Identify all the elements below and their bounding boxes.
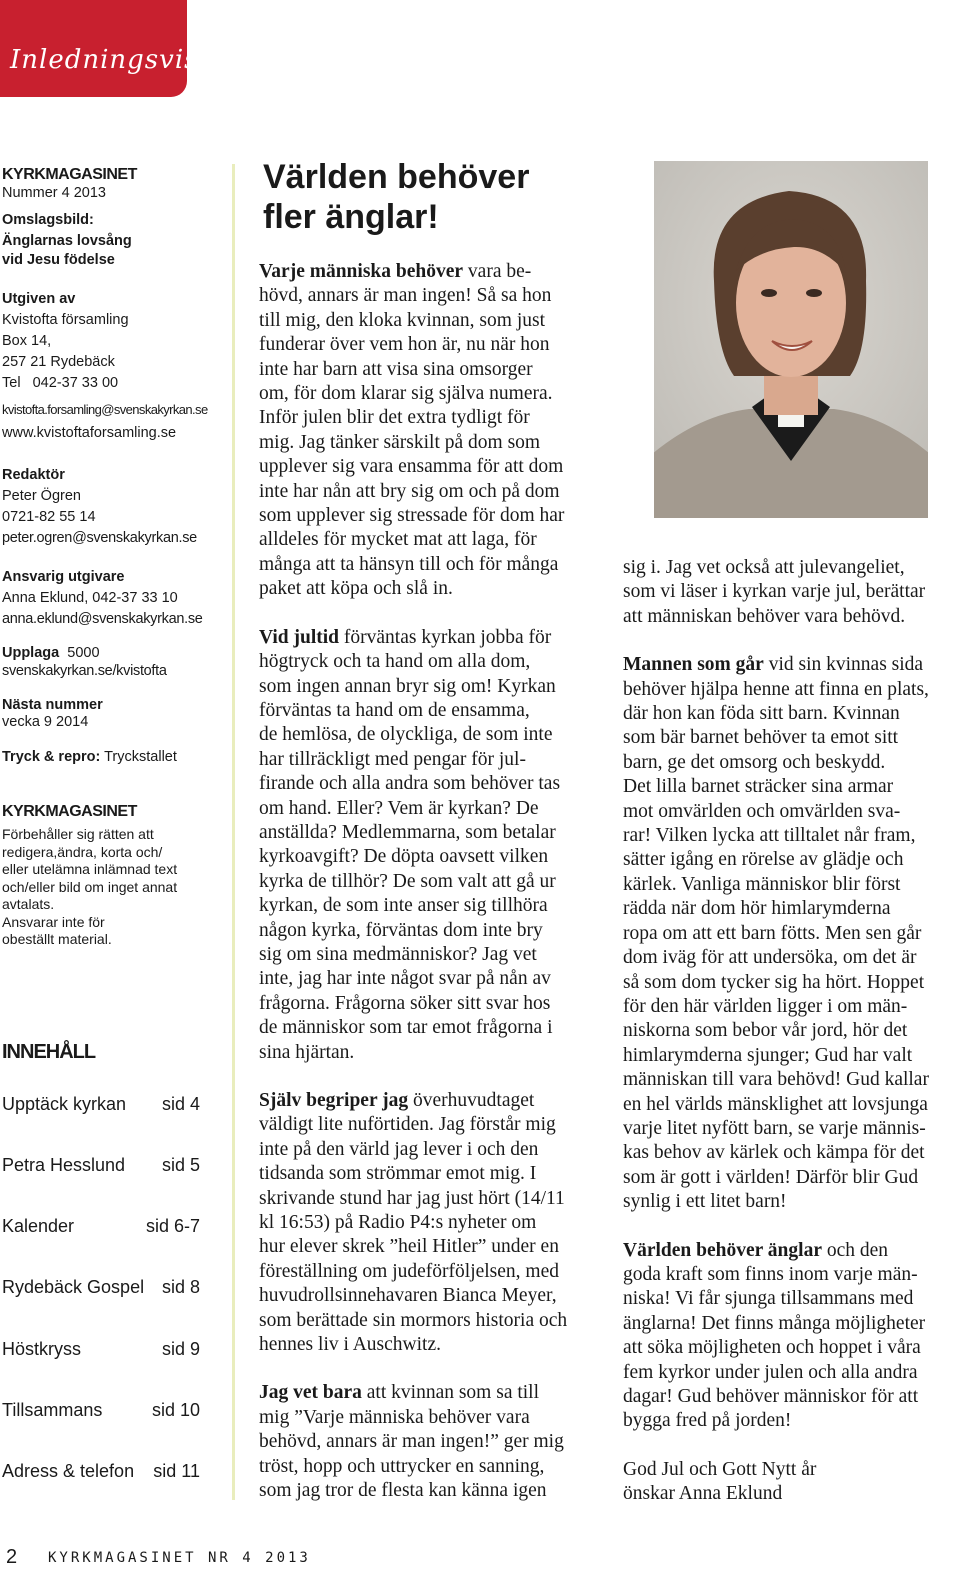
text-line: där hon kan föda sitt barn. Kvinnan	[623, 703, 900, 725]
toc-item-label: Adress & telefon	[2, 1461, 135, 1481]
print-run-label: Upplaga	[2, 645, 60, 661]
headline-line: fler änglar!	[263, 198, 439, 236]
toc-item-label: Petra Hesslund	[2, 1155, 126, 1175]
text-line: att kvinnan som sa till	[361, 1382, 540, 1404]
disclaimer-line: eller utelämna inlämnad text	[2, 861, 178, 877]
text-line: dom iväg för att undersöka, om det är	[623, 947, 917, 969]
cover-line: Änglarnas lovsång	[2, 233, 132, 249]
page-number: 2	[6, 1546, 18, 1568]
text-line: människan till vara behövd! Gud kallar	[623, 1069, 929, 1091]
text-line: högtryck och ta hand om alla dom,	[259, 651, 531, 673]
text-line: kyrkan, de som inte anser sig tillhöra	[259, 895, 548, 917]
text-line: förväntas ta hand om de ensamma,	[259, 699, 530, 721]
text-line: hur elever skrek ”heil Hitler” under en	[259, 1236, 559, 1258]
toc-item-label: Höstkryss	[2, 1339, 82, 1359]
text-line: för den här världen ligger i om män-	[623, 995, 908, 1017]
text-line: upplever sig vara ensamma för att dom	[259, 456, 564, 478]
print-run-value: 5000	[67, 645, 100, 661]
toc-item-page: sid 4	[161, 1094, 200, 1114]
text-line: överhuvudtaget	[408, 1090, 535, 1111]
text-line: tidsanda som strömmar emot mig. I	[259, 1163, 537, 1185]
toc-item-label: Kalender	[2, 1216, 75, 1236]
disclaimer-line: obeställt material.	[2, 931, 112, 947]
text-line: sig om sina medmänniskor? Jag vet	[259, 943, 537, 965]
publisher-box: Box 14,	[2, 333, 52, 349]
text-line: funderar över vem hon är, nu när hon	[259, 334, 550, 356]
author-portrait	[654, 161, 928, 518]
text-line: huvudrollsinnehavaren Bianca Meyer,	[259, 1285, 557, 1307]
text-line: de hemlösa, de olyckliga, de som inte	[259, 724, 553, 746]
text-line: som berättade sin mormors historia och	[259, 1309, 568, 1331]
toc-item-label: Upptäck kyrkan	[2, 1094, 127, 1114]
text-line: som jag tror de flesta kan känna igen	[259, 1480, 547, 1502]
text-line: och den	[821, 1239, 889, 1261]
toc-item-label: Tillsammans	[2, 1400, 103, 1420]
article-paragraph	[259, 260, 599, 602]
next-issue-value: vecka 9 2014	[2, 714, 89, 730]
site-url[interactable]: svenskakyrkan.se/kvistofta	[2, 663, 167, 679]
issue-number: Nummer 4 2013	[2, 185, 106, 201]
text-line: goda kraft som finns inom varje män-	[623, 1263, 918, 1285]
article-headline	[263, 157, 529, 237]
text-line: rädda när dom hör himlarymderna	[623, 898, 891, 920]
cover-label: Omslagsbild:	[2, 212, 94, 228]
toc-item-page: sid 8	[161, 1277, 200, 1297]
responsible-email[interactable]: anna.eklund@svenskakyrkan.se	[2, 611, 203, 627]
next-issue-label: Nästa nummer	[2, 697, 103, 713]
paragraph-lead: Världen behöver änglar	[623, 1239, 822, 1261]
text-line: sig i. Jag vet också att julevangeliet,	[623, 557, 905, 578]
article-paragraph	[623, 556, 960, 629]
text-line: anställda? Medlemmarna, som betalar	[259, 821, 556, 843]
disclaimer-line: avtalats.	[2, 896, 55, 912]
editor-name: Peter Ögren	[2, 488, 81, 504]
article-paragraph	[259, 626, 599, 1065]
headline-line: Världen behöver	[263, 158, 530, 196]
toc-item-page: sid 11	[153, 1461, 200, 1481]
text-line: dagar! Gud behöver människor för att	[623, 1386, 919, 1407]
text-line: tröst, hopp och uttrycker en sanning,	[259, 1455, 545, 1477]
text-line: himlarymderna sjunger; Gud har valt	[623, 1044, 913, 1066]
text-line: behövd, annars är man ingen!” ger mig	[259, 1431, 564, 1453]
toc-title: INNEHÅLL	[2, 1041, 96, 1063]
text-line: som är gott i världen! Därför blir Gud	[623, 1166, 919, 1188]
text-line: kärlek. Vanliga människor blir först	[623, 873, 901, 895]
text-line: inte, jag har inte något svar på nån av	[259, 968, 551, 990]
text-line: sina hjärtan.	[259, 1041, 355, 1063]
toc-item[interactable]	[2, 1094, 200, 1115]
print-credit-label: Tryck & repro:	[2, 749, 101, 765]
disclaimer-line: redigera,ändra, korta och/	[2, 843, 163, 860]
text-line: inte har nån att bry sig om och på dom	[259, 480, 560, 502]
portrait-illustration	[654, 161, 928, 518]
publisher-phone: Tel 042-37 33 00	[2, 375, 119, 391]
text-line: fem kyrkor under julen och alla andra	[623, 1361, 918, 1383]
text-line: hennes liv i Auschwitz.	[259, 1334, 441, 1356]
paragraph-lead: Själv begriper jag	[259, 1090, 409, 1111]
text-line: de människor som tar emot frågorna i	[259, 1017, 553, 1039]
responsible-label: Ansvarig utgivare	[2, 569, 125, 585]
paragraph-lead: Vid jultid	[259, 626, 340, 648]
text-line: niska! Vi får sjunga tillsammans med	[623, 1288, 914, 1310]
text-line: att söka möjligheten och hoppet i våra	[623, 1337, 921, 1359]
text-line: önskar Anna Eklund	[623, 1483, 783, 1505]
print-credit-value: Tryckstallet	[104, 749, 177, 765]
toc-item[interactable]	[2, 1216, 200, 1237]
text-line: rar! Vilken lycka att tilltalet når fram,	[623, 825, 916, 847]
text-line: en hel världs mänsklighet att lovsjunga	[623, 1093, 928, 1115]
print-credit	[2, 747, 177, 768]
editor-label: Redaktör	[2, 467, 65, 483]
text-line: föreställning om judeförföljelsen, med	[259, 1260, 560, 1282]
paragraph-lead: Varje människa behöver	[259, 261, 464, 282]
text-line: att människan behöver vara behövd.	[623, 605, 906, 627]
text-line: mot omvärlden och omvärlden sva-	[623, 800, 901, 822]
text-line: många att ta hänsyn till och för många	[259, 553, 559, 575]
toc-item-page: sid 10	[151, 1400, 200, 1420]
section-title: Inledningsvis...	[10, 45, 227, 75]
text-line: som bär barnet behöver ta emot sitt	[623, 727, 899, 749]
footer-magazine-issue: KYRKMAGASINET NR 4 2013	[48, 1550, 311, 1566]
editor-email[interactable]: peter.ogren@svenskakyrkan.se	[2, 530, 197, 546]
text-line: Inför julen blir det extra tydligt för	[259, 407, 530, 429]
article-column-1	[259, 260, 599, 1528]
toc-item[interactable]	[2, 1339, 200, 1360]
toc-item-page: sid 9	[161, 1339, 200, 1359]
responsible-line: Anna Eklund, 042-37 33 10	[2, 590, 178, 606]
text-line: inte på den värld jag lever i och den	[259, 1138, 539, 1160]
text-line: niskorna som bebor vår jord, hör det	[623, 1020, 908, 1042]
article-column-2	[623, 556, 960, 1531]
magazine-name: KYRKMAGASINET	[2, 166, 137, 183]
text-line: någon kyrka, förväntas dom inte bry	[259, 919, 543, 941]
text-line: Det lilla barnet sträcker sina armar	[623, 776, 894, 798]
text-line: frågorna. Frågorna söker sitt svar hos	[259, 992, 551, 1014]
publisher-website[interactable]: www.kvistoftaforsamling.se	[2, 425, 177, 441]
text-line: änglarna! Det finns många möjligheter	[623, 1312, 926, 1334]
text-line: alldeles för mycket mat att laga, för	[259, 529, 537, 551]
text-line: om, för dom klarar sig själva numera.	[259, 383, 553, 405]
text-line: har tillräckligt med pengar för jul-	[259, 748, 526, 770]
cover-line: vid Jesu födelse	[2, 252, 115, 268]
column-divider	[232, 164, 235, 1500]
toc-item[interactable]	[2, 1400, 200, 1421]
publisher-email[interactable]: kvistofta.forsamling@svenskakyrkan.se	[2, 402, 208, 417]
publisher-name: Kvistofta församling	[2, 312, 129, 328]
disclaimer	[2, 826, 217, 949]
text-line: bygga fred på jorden!	[623, 1410, 792, 1432]
text-line: ropa om att ett barn fötts. Men sen går	[623, 922, 922, 944]
text-line: så som dom tycker sig ha hört. Hoppet	[623, 971, 925, 993]
paragraph-lead: Jag vet bara	[259, 1382, 362, 1404]
text-line: paket att köpa och slå in.	[259, 578, 453, 600]
text-line: vara be-	[463, 261, 532, 282]
text-line: skrivande stund har jag just hört (14/11	[259, 1187, 565, 1209]
magazine-name: KYRKMAGASINET	[2, 803, 137, 820]
text-line: hövd, annars är man ingen! Så sa hon	[259, 285, 552, 307]
text-line: kl 16:53) på Radio P4:s nyheter om	[259, 1212, 537, 1234]
text-line: som upplever sig stressade för dom har	[259, 505, 565, 527]
article-paragraph	[623, 1458, 960, 1507]
toc-item[interactable]	[2, 1461, 200, 1482]
disclaimer-line: och/eller bild om inget annat	[2, 878, 178, 895]
text-line: som vi läser i kyrkan varje jul, berättar	[623, 581, 926, 603]
text-line: kyrka de tillhör? De som valt att gå ur	[259, 870, 556, 892]
text-line: väldigt lite nuförtiden. Jag förstår mig	[259, 1114, 556, 1136]
text-line: sätter igång en rörelse av glädje och	[623, 849, 904, 871]
text-line: som ingen annan bryr sig om! Kyrkan	[259, 675, 556, 697]
text-line: inte har barn att visa sina omsorger	[259, 358, 533, 380]
text-line: kas behov av kärlek och kämpa för det	[623, 1142, 925, 1164]
text-line: om hand. Eller? Vem är kyrkan? De	[259, 797, 539, 819]
publisher-postal: 257 21 Rydebäck	[2, 354, 115, 370]
text-line: mig. Jag tänker särskilt på dom som	[259, 431, 541, 453]
text-line: varje litet nyfött barn, se varje männis-	[623, 1117, 926, 1139]
article-paragraph	[259, 1381, 599, 1503]
section-tab	[0, 0, 227, 97]
text-line: vid sin kvinnas sida	[763, 654, 924, 676]
toc-item-page: sid 5	[161, 1155, 200, 1175]
disclaimer-line: Ansvarar inte för	[2, 913, 105, 930]
text-line: firande och alla andra som behöver tas	[259, 773, 561, 795]
text-line: till mig, den kloka kvinnan, som just	[259, 309, 545, 331]
text-line: behöver hjälpa henne att finna en plats,	[623, 678, 929, 700]
text-line: synlig i ett litet barn!	[623, 1191, 787, 1213]
toc-item-page: sid 6-7	[145, 1216, 200, 1236]
editor-phone: 0721-82 55 14	[2, 509, 96, 525]
article-paragraph	[623, 653, 960, 1214]
text-line: kyrkoavgift? De döpta oavsett vilken	[259, 846, 549, 868]
paragraph-lead: Mannen som går	[623, 654, 764, 676]
text-line: barn, ge det omsorg och beskydd.	[623, 751, 886, 773]
toc-item[interactable]	[2, 1277, 200, 1298]
publisher-label: Utgiven av	[2, 291, 76, 307]
text-line: mig ”Varje människa behöver vara	[259, 1406, 530, 1428]
text-line: God Jul och Gott Nytt år	[623, 1458, 817, 1480]
page-footer	[6, 1546, 311, 1569]
article-paragraph	[259, 1089, 599, 1357]
toc-item[interactable]	[2, 1155, 200, 1176]
article-paragraph	[623, 1239, 960, 1434]
text-line: förväntas kyrkan jobba för	[339, 626, 552, 648]
toc-item-label: Rydebäck Gospel	[2, 1277, 145, 1297]
disclaimer-line: Förbehåller sig rätten att	[2, 826, 154, 842]
